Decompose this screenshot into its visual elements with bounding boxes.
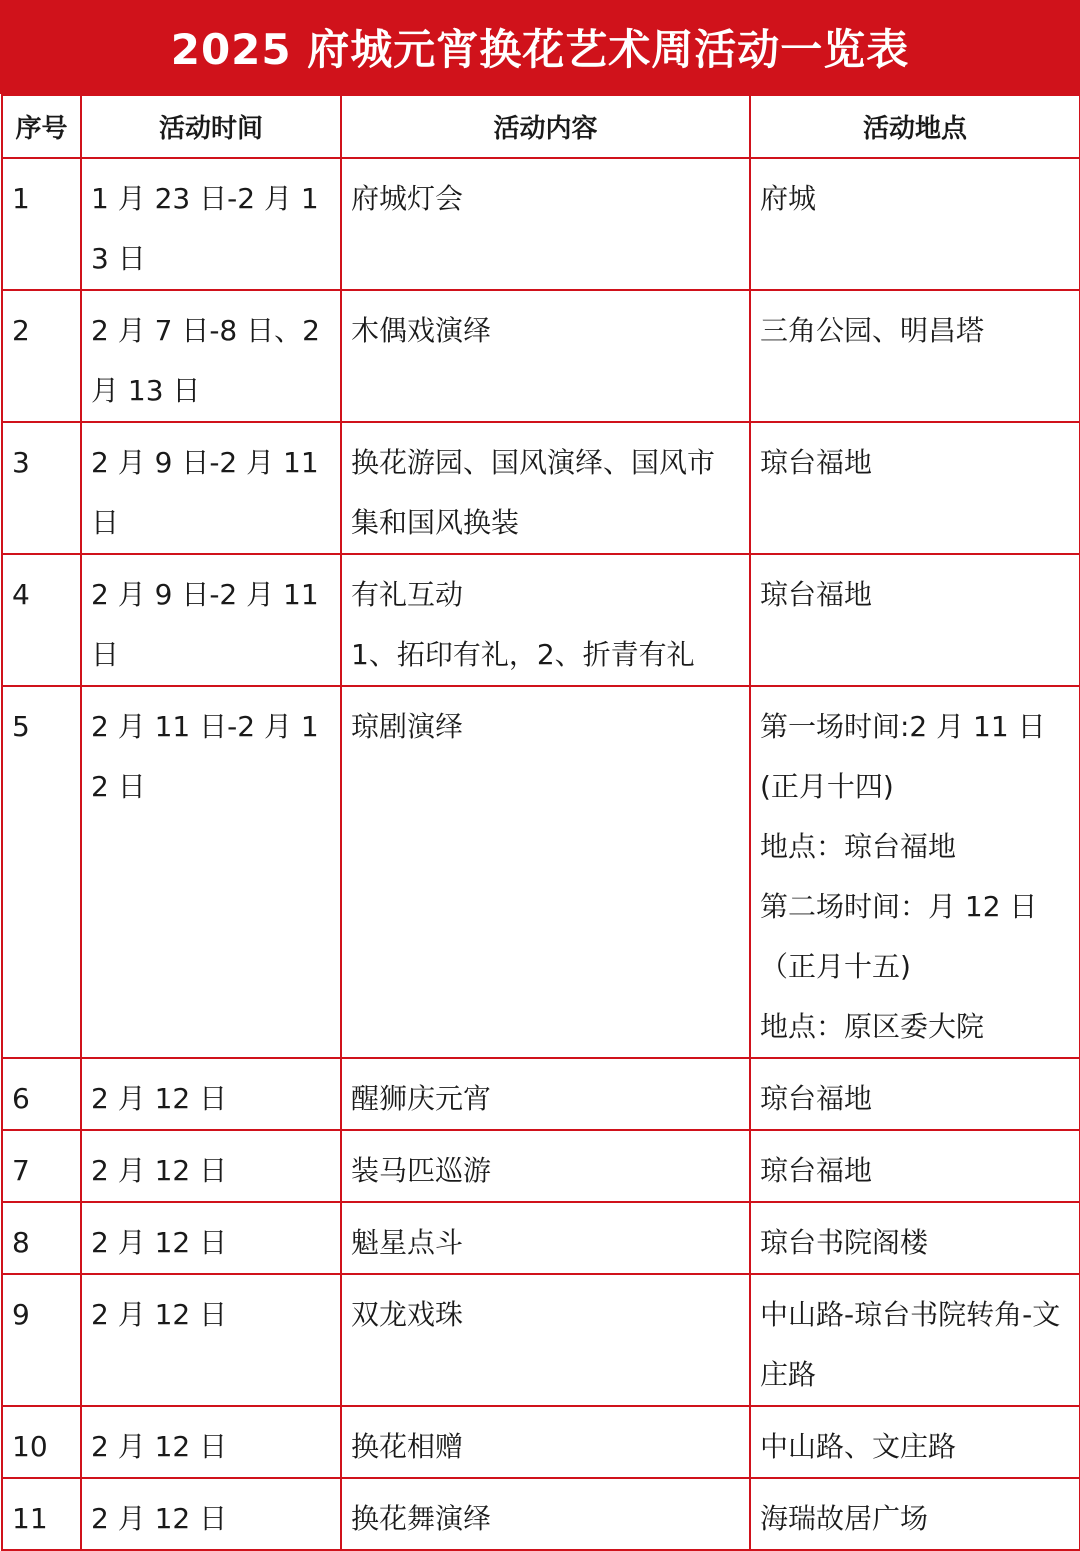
row-number: 11 <box>2 1478 81 1550</box>
place-line: 琼台福地 <box>760 578 873 611</box>
place-line: 三角公园、明昌塔 <box>760 314 985 347</box>
table-row <box>2 290 1080 422</box>
row-time: 2 月 12 日 <box>81 1202 341 1274</box>
row-time: 2 月 12 日 <box>81 1478 341 1550</box>
content-line: 1、拓印有礼，2、折青有礼 <box>351 638 695 671</box>
column-header-content: 活动内容 <box>341 95 750 158</box>
table-row <box>2 1130 1080 1202</box>
row-content <box>341 1406 750 1478</box>
table-header-row <box>2 95 1080 158</box>
row-content <box>341 1478 750 1550</box>
table-row <box>2 1406 1080 1478</box>
content-line: 换花相赠 <box>351 1430 464 1463</box>
content-line: 醒狮庆元宵 <box>351 1082 492 1115</box>
content-line: 换花游园、国风演绎、国风市集和国风换装 <box>351 446 716 539</box>
content-line: 双龙戏珠 <box>351 1298 464 1331</box>
row-content <box>341 686 750 1058</box>
content-line: 魁星点斗 <box>351 1226 464 1259</box>
row-time: 2 月 12 日 <box>81 1274 341 1406</box>
row-content <box>341 1058 750 1130</box>
place-line: 琼台福地 <box>760 446 873 479</box>
table-row <box>2 686 1080 1058</box>
row-place <box>750 1406 1080 1478</box>
table-row <box>2 1274 1080 1406</box>
row-number: 2 <box>2 290 81 422</box>
place-line: 琼台书院阁楼 <box>760 1226 929 1259</box>
content-line: 有礼互动 <box>351 578 464 611</box>
table-row <box>2 554 1080 686</box>
row-place <box>750 1058 1080 1130</box>
column-header-place: 活动地点 <box>750 95 1080 158</box>
table-row <box>2 1478 1080 1550</box>
row-place <box>750 554 1080 686</box>
column-header-no: 序号 <box>2 95 81 158</box>
place-line: 中山路、文庄路 <box>760 1430 957 1463</box>
table-row <box>2 158 1080 290</box>
place-line: 琼台福地 <box>760 1082 873 1115</box>
row-time: 2 月 9 日-2 月 11 日 <box>81 422 341 554</box>
row-number: 3 <box>2 422 81 554</box>
row-content <box>341 554 750 686</box>
row-content <box>341 290 750 422</box>
place-line: 府城 <box>760 182 817 215</box>
row-number: 4 <box>2 554 81 686</box>
row-place <box>750 1130 1080 1202</box>
row-place <box>750 422 1080 554</box>
row-time: 2 月 7 日-8 日、2 月 13 日 <box>81 290 341 422</box>
row-time: 1 月 23 日-2 月 13 日 <box>81 158 341 290</box>
row-number: 5 <box>2 686 81 1058</box>
table-row <box>2 1202 1080 1274</box>
place-line: 地点：原区委大院 <box>760 1010 985 1043</box>
row-place <box>750 1202 1080 1274</box>
content-line: 装马匹巡游 <box>351 1154 492 1187</box>
row-place <box>750 686 1080 1058</box>
row-number: 1 <box>2 158 81 290</box>
activity-table <box>1 94 1080 1551</box>
place-line: 第二场时间：月 12 日（正月十五) <box>760 890 1038 983</box>
row-place <box>750 1274 1080 1406</box>
row-content <box>341 158 750 290</box>
content-line: 府城灯会 <box>351 182 464 215</box>
column-header-time: 活动时间 <box>81 95 341 158</box>
row-time: 2 月 12 日 <box>81 1406 341 1478</box>
row-number: 10 <box>2 1406 81 1478</box>
place-line: 地点：琼台福地 <box>760 830 957 863</box>
row-content <box>341 1274 750 1406</box>
row-content <box>341 1202 750 1274</box>
page-title: 2025 府城元宵换花艺术周活动一览表 <box>0 0 1080 94</box>
place-line: 琼台福地 <box>760 1154 873 1187</box>
content-line: 换花舞演绎 <box>351 1502 492 1535</box>
row-number: 6 <box>2 1058 81 1130</box>
content-line: 木偶戏演绎 <box>351 314 492 347</box>
row-time: 2 月 11 日-2 月 12 日 <box>81 686 341 1058</box>
row-time: 2 月 12 日 <box>81 1058 341 1130</box>
row-content <box>341 422 750 554</box>
row-number: 7 <box>2 1130 81 1202</box>
content-line: 琼剧演绎 <box>351 710 464 743</box>
row-content <box>341 1130 750 1202</box>
row-number: 8 <box>2 1202 81 1274</box>
row-place <box>750 158 1080 290</box>
row-time: 2 月 9 日-2 月 11 日 <box>81 554 341 686</box>
row-number: 9 <box>2 1274 81 1406</box>
row-place <box>750 1478 1080 1550</box>
table-row <box>2 1058 1080 1130</box>
table-row <box>2 422 1080 554</box>
place-line: 海瑞故居广场 <box>760 1502 929 1535</box>
row-time: 2 月 12 日 <box>81 1130 341 1202</box>
row-place <box>750 290 1080 422</box>
place-line: 第一场时间:2 月 11 日(正月十四) <box>760 710 1046 803</box>
place-line: 中山路-琼台书院转角-文庄路 <box>760 1298 1061 1391</box>
